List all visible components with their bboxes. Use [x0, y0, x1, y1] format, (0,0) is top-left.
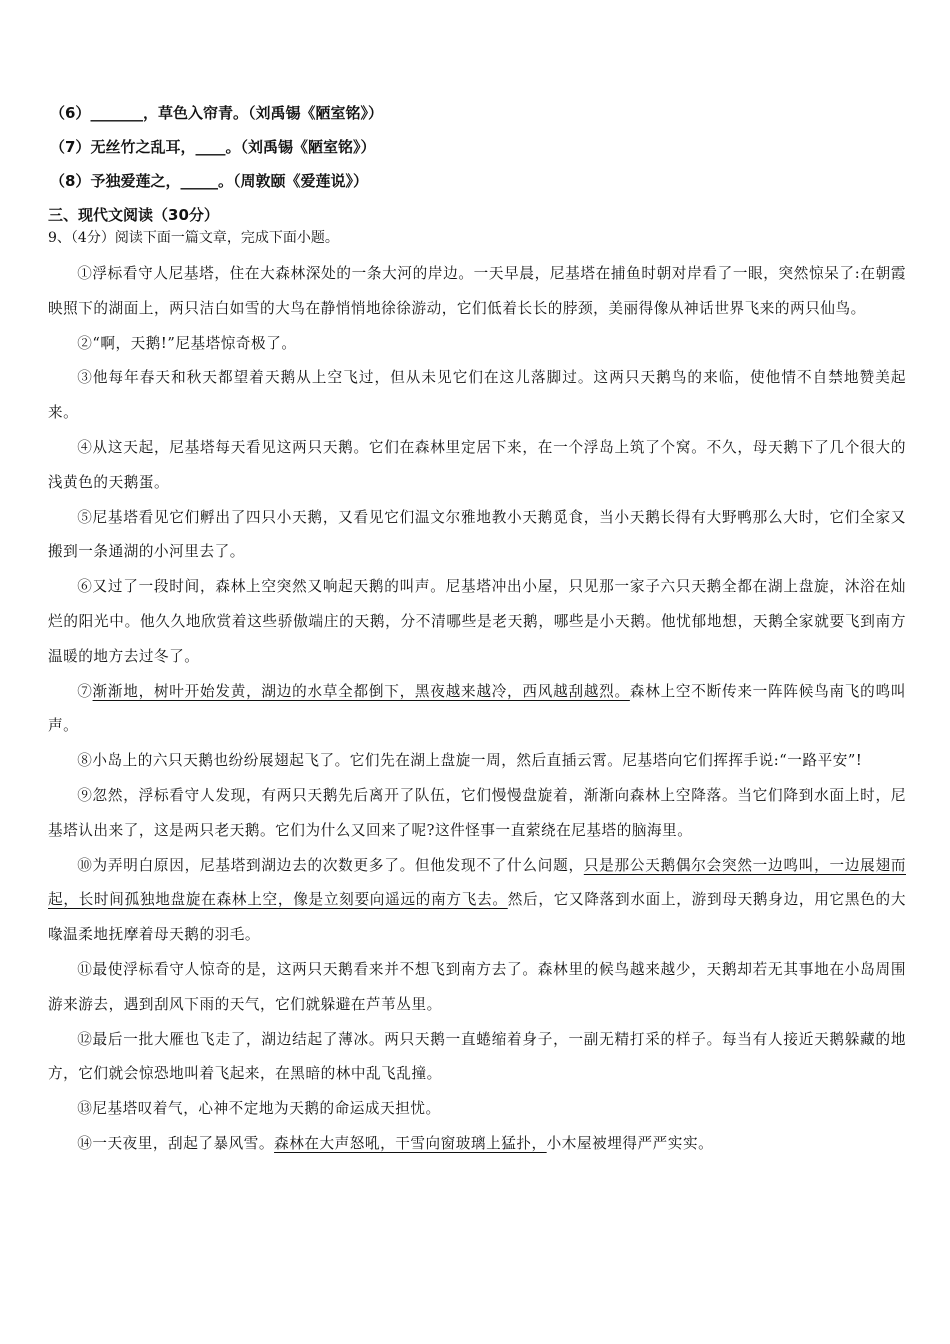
section-title: 三、现代文阅读（30分） [48, 206, 219, 224]
paragraph-1: ①浮标看守人尼基塔，住在大森林深处的一条大河的岸边。一天早晨，尼基塔在捕鱼时朝对岸看了一眼，突然惊呆了:在朝霞映照下的湖面上，两只洁白如雪的大鸟在静悄悄地徐徐游动，它们低着长长的脖颈，美丽得像从神话世界飞来的两只仙鸟。 [48, 265, 906, 317]
answer-blank: _____ [180, 172, 218, 190]
paragraph-4: ④从这天起，尼基塔每天看见这两只天鹅。它们在森林里定居下来，在一个浮岛上筑了个窝。不久，母天鹅下了几个很大的浅黄色的天鹅蛋。 [48, 438, 906, 491]
answer-blank: ____ [195, 138, 226, 156]
question-number: （7） [50, 138, 91, 156]
paragraph-number: ⑦ [77, 682, 93, 700]
paragraph-text: 小木屋被埋得严严实实。 [546, 1134, 714, 1152]
paragraph-13: ⑬尼基塔叹着气，心神不定地为天鹅的命运成天担忧。 [77, 1100, 441, 1118]
question-text: 。（周敦颐《爱莲说》） [217, 172, 368, 190]
question-number: （8） [50, 172, 91, 190]
question-text: 予独爱莲之， [90, 172, 181, 190]
underlined-sentence: 只是那公天鹅偶尔会突然一边鸣叫，一边展翅而起，长时间孤独地盘旋在森林上空，像是立刻要向遥远的南方飞去。 [48, 856, 906, 909]
paragraph-12: ⑫最后一批大雁也飞走了，湖边结起了薄冰。两只天鹅一直蜷缩着身子，一副无精打采的样子。每当有人接近天鹅躲藏的地方，它们就会惊恐地叫着飞起来，在黑暗的林中乱飞乱撞。 [48, 1030, 906, 1083]
paragraph-9: ⑨忽然，浮标看守人发现，有两只天鹅先后离开了队伍，它们慢慢盘旋着，渐渐向森林上空降落。当它们降到水面上时，尼基塔认出来了，这是两只老天鹅。它们为什么又回来了呢?这件怪事一直萦绕在尼基塔的脑海里。 [48, 786, 906, 839]
fill-question-6 [50, 103, 383, 123]
reading-passage [48, 257, 906, 1162]
paragraph-text: 森林上空不断传来一阵阵候鸟南飞的鸣叫声。 [48, 682, 906, 735]
question-text: 无丝竹之乱耳， [90, 138, 196, 156]
paragraph-text: 然后，它又降落到水面上，游到母天鹅身边，用它黑色的大喙温柔地抚摩着母天鹅的羽毛。 [48, 891, 906, 944]
paragraph-10 [48, 849, 906, 953]
fill-question-7 [50, 137, 375, 157]
paragraph-text: ⑭一天夜里，刮起了暴风雪。 [77, 1134, 275, 1152]
paragraph-6: ⑥又过了一段时间，森林上空突然又响起天鹅的叫声。尼基塔冲出小屋，只见那一家子六只天鹅全都在湖上盘旋，沐浴在灿烂的阳光中。他久久地欣赏着这些骄傲端庄的天鹅，分不清哪些是老天鹅，哪些是小天鹅。他忧郁地想，天鹅全家就要飞到南方温暖的地方去过冬了。 [48, 578, 906, 665]
paragraph-5: ⑤尼基塔看见它们孵出了四只小天鹅，又看见它们温文尔雅地教小天鹅觅食，当小天鹅长得有大野鸭那么大时，它们全家又搬到一条通湖的小河里去了。 [48, 508, 906, 561]
paragraph-text: ⑩为弄明白原因，尼基塔到湖边去的次数更多了。但他发现不了什么问题， [77, 856, 584, 874]
answer-blank: _______ [90, 104, 143, 122]
paragraph-2: ②“啊，天鹅!”尼基塔惊奇极了。 [77, 334, 297, 352]
fill-question-8 [50, 171, 368, 191]
paragraph-8: ⑧小岛上的六只天鹅也纷纷展翅起飞了。它们先在湖上盘旋一周，然后直插云霄。尼基塔向它们挥挥手说:“一路平安”! [77, 752, 863, 770]
question-number: （6） [50, 104, 91, 122]
underlined-sentence: 渐渐地，树叶开始发黄，湖边的水草全都倒下，黑夜越来越冷，西风越刮越烈。 [92, 682, 630, 700]
paragraph-14 [48, 1127, 906, 1162]
underlined-sentence: 森林在大声怒吼，干雪向窗玻璃上猛扑， [274, 1134, 547, 1152]
question-text: ，草色入帘青。（刘禹锡《陋室铭》） [142, 104, 383, 122]
paragraph-11: ⑪最使浮标看守人惊奇的是，这两只天鹅看来并不想飞到南方去了。森林里的候鸟越来越少，天鹅却若无其事地在小岛周围游来游去，遇到刮风下雨的天气，它们就躲避在芦苇丛里。 [48, 960, 906, 1013]
question-text: 。（刘禹锡《陋室铭》） [225, 138, 376, 156]
paragraph-3: ③他每年春天和秋天都望着天鹅从上空飞过，但从未见它们在这儿落脚过。这两只天鹅鸟的来临，使他情不自禁地赞美起来。 [48, 369, 906, 422]
paragraph-7 [48, 675, 906, 745]
question-intro: 9、（4分）阅读下面一篇文章，完成下面小题。 [48, 230, 339, 246]
